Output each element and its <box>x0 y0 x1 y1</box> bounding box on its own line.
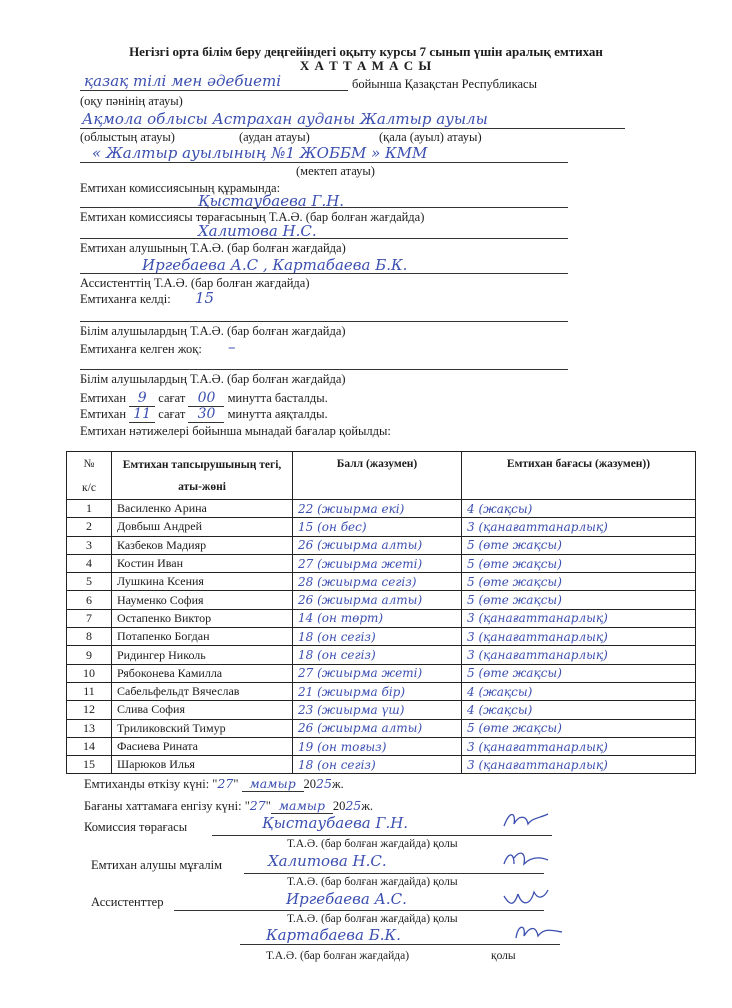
table-row <box>67 554 696 572</box>
examiner-teacher-line <box>244 873 544 874</box>
region-caption: (облыстың атауы) <box>80 130 175 144</box>
results-header-row <box>67 452 696 500</box>
exam-start-minute: 00 <box>188 390 224 407</box>
assistant2-signature-name: Картабаева Б.К. <box>266 926 401 944</box>
grade-cell: 4 (жақсы) <box>462 701 696 719</box>
score-cell: 19 (он тоғыз) <box>293 737 462 755</box>
table-row <box>67 682 696 700</box>
score-cell: 18 (он сегіз) <box>293 646 462 664</box>
student-name: Триликовский Тимур <box>112 719 293 737</box>
grade-cell: 5 (өте жақсы) <box>462 719 696 737</box>
student-name: Лушкина Ксения <box>112 573 293 591</box>
location-line <box>80 128 625 129</box>
examiner-teacher-label: Емтихан алушы мұғалім <box>91 858 223 872</box>
exam-date-suffix: ж. <box>331 777 344 791</box>
table-row <box>67 701 696 719</box>
entry-date-quote: " <box>265 799 271 813</box>
grade-cell: 5 (өте жақсы) <box>462 573 696 591</box>
score-cell: 23 (жиырма үш) <box>293 701 462 719</box>
chair-signature-name: Қыстаубаева Г.Н. <box>262 814 409 832</box>
entry-date-suffix: ж. <box>361 799 373 813</box>
exam-end-row <box>80 406 328 423</box>
table-row <box>67 609 696 627</box>
row-number: 4 <box>67 554 112 572</box>
district-caption: (аудан атауы) <box>239 130 310 144</box>
grade-cell: 3 (қанағаттанарлық) <box>462 609 696 627</box>
student-name: Слива София <box>112 701 293 719</box>
attended-value: 15 <box>195 289 215 307</box>
commission-composition-label: Емтихан комиссиясының құрамында: <box>80 181 281 195</box>
results-table <box>66 451 696 774</box>
score-cell: 26 (жиырма алты) <box>293 536 462 554</box>
commission-chair-caption: Емтихан комиссиясы төрағасының Т.А.Ә. (бар болған жағдайда) <box>80 210 425 224</box>
score-cell: 28 (жиырма сегіз) <box>293 573 462 591</box>
row-number: 15 <box>67 756 112 774</box>
score-cell: 14 (он төрт) <box>293 609 462 627</box>
student-name: Довбыш Андрей <box>112 518 293 536</box>
student-name: Фасиева Рината <box>112 737 293 755</box>
examiner-caption: Емтихан алушының Т.А.Ә. (бар болған жағдайда) <box>80 241 346 255</box>
student-name: Казбеков Мадияр <box>112 536 293 554</box>
grade-cell: 3 (қанағаттанарлық) <box>462 628 696 646</box>
protocol-title-line2: Х А Т Т А М А С Ы <box>299 58 433 73</box>
absent-line <box>80 369 568 370</box>
school-caption: (мектеп атауы) <box>296 164 375 178</box>
row-number: 2 <box>67 518 112 536</box>
score-cell: 26 (жиырма алты) <box>293 591 462 609</box>
score-cell: 27 (жиырма жеті) <box>293 664 462 682</box>
grade-cell: 5 (өте жақсы) <box>462 536 696 554</box>
grade-cell: 3 (қанағаттанарлық) <box>462 737 696 755</box>
entry-date-month: мамыр <box>271 798 333 814</box>
exam-end-minute: 30 <box>188 406 224 423</box>
table-row <box>67 536 696 554</box>
header-student-name-bottom: аты-жөні <box>178 480 226 493</box>
results-body <box>67 500 696 774</box>
subject-suffix: бойынша Қазақстан Республикасы <box>352 77 537 91</box>
exam-start-hour-word: сағат <box>158 391 186 405</box>
entry-date-day: 27 <box>249 798 266 813</box>
table-row <box>67 664 696 682</box>
student-name: Ридингер Николь <box>112 646 293 664</box>
student-name: Науменко София <box>112 591 293 609</box>
assistant1-signature-mark <box>500 886 552 910</box>
student-name: Остапенко Виктор <box>112 609 293 627</box>
assistants-value: Иргебаева А.С , Картабаева Б.К. <box>142 256 408 274</box>
location-value: Ақмола облысы Астрахан ауданы Жалтыр ауылы <box>82 110 488 128</box>
entry-date-year-prefix: 20 <box>332 799 346 813</box>
assistants-caption: Ассистенттің Т.А.Ә. (бар болған жағдайда) <box>80 276 310 290</box>
score-cell: 18 (он сегіз) <box>293 628 462 646</box>
score-cell: 15 (он бес) <box>293 518 462 536</box>
row-number: 3 <box>67 536 112 554</box>
student-name: Сабельфельдт Вячеслав <box>112 682 293 700</box>
table-row <box>67 518 696 536</box>
grade-cell: 4 (жақсы) <box>462 682 696 700</box>
examiner-line <box>80 238 568 239</box>
header-number-bottom: к/с <box>82 481 96 494</box>
table-row <box>67 591 696 609</box>
commission-chair-value: Қыстаубаева Г.Н. <box>198 192 345 210</box>
exam-date-row <box>84 776 344 792</box>
grade-cell: 5 (өте жақсы) <box>462 664 696 682</box>
table-row <box>67 500 696 518</box>
score-cell: 21 (жиырма бір) <box>293 682 462 700</box>
student-name: Рябоконева Камилла <box>112 664 293 682</box>
protocol-title-line1: Негізгі орта білім беру деңгейіндегі оқыту курсы 7 сынып үшін аралық емтихан <box>129 44 603 59</box>
chair-signature-mark <box>500 808 552 832</box>
row-number: 6 <box>67 591 112 609</box>
table-row <box>67 719 696 737</box>
exam-start-prefix: Емтихан <box>80 391 127 405</box>
score-cell: 26 (жиырма алты) <box>293 719 462 737</box>
attended-label: Емтиханға келді: <box>80 292 171 306</box>
table-row <box>67 646 696 664</box>
score-cell: 22 (жиырма екі) <box>293 500 462 518</box>
subject-caption: (оқу пәнінің атауы) <box>80 94 183 108</box>
chair-line <box>212 835 552 836</box>
header-number-top: № <box>83 457 95 470</box>
assistants-footer-label: Ассистенттер <box>91 895 164 909</box>
subject-value: қазақ тілі мен әдебиеті <box>84 72 282 90</box>
school-value: « Жалтыр ауылының №1 ЖОББМ » КММ <box>92 144 428 162</box>
chair-label: Комиссия төрағасы <box>84 820 188 834</box>
exam-start-hour: 9 <box>129 390 155 407</box>
assistant1-caption: Т.А.Ә. (бар болған жағдайда) қолы <box>287 913 458 925</box>
header-grade: Емтихан бағасы (жазумен)) <box>462 452 696 500</box>
header-student-name <box>112 452 293 500</box>
assistant1-line <box>174 910 544 911</box>
absent-value: – <box>228 338 236 356</box>
table-row <box>67 737 696 755</box>
exam-date-day: 27 <box>217 776 234 791</box>
assistants-line <box>80 273 568 274</box>
table-row <box>67 628 696 646</box>
score-cell: 27 (жиырма жеті) <box>293 554 462 572</box>
grade-cell: 3 (қанағаттанарлық) <box>462 756 696 774</box>
grade-cell: 5 (өте жақсы) <box>462 591 696 609</box>
row-number: 11 <box>67 682 112 700</box>
assistant2-line <box>240 944 560 945</box>
results-intro: Емтихан нәтижелері бойынша мынадай бағалар қойылды: <box>80 424 391 438</box>
examiner-signature-mark <box>500 848 552 872</box>
entry-date-label: Бағаны хаттамаға енгізу күні: " <box>84 799 250 813</box>
assistant2-caption: Т.А.Ә. (бар болған жағдайда) <box>266 950 410 962</box>
row-number: 13 <box>67 719 112 737</box>
entry-date-year: 25 <box>345 798 362 813</box>
table-row <box>67 573 696 591</box>
row-number: 10 <box>67 664 112 682</box>
assistant2-signature-caption: қолы <box>491 950 516 962</box>
header-number <box>67 452 112 500</box>
chair-caption: Т.А.Ә. (бар болған жағдайда) қолы <box>287 838 458 850</box>
row-number: 8 <box>67 628 112 646</box>
student-name: Шарюков Илья <box>112 756 293 774</box>
student-name: Василенко Арина <box>112 500 293 518</box>
absent-label: Емтиханға келген жоқ: <box>80 342 202 356</box>
row-number: 5 <box>67 573 112 591</box>
examiner-signature-name: Халитова Н.С. <box>268 852 387 870</box>
grade-cell: 4 (жақсы) <box>462 500 696 518</box>
city-caption: (қала (ауыл) атауы) <box>379 130 482 144</box>
header-score: Балл (жазумен) <box>293 452 462 500</box>
grade-cell: 5 (өте жақсы) <box>462 554 696 572</box>
exam-end-hour: 11 <box>129 406 155 423</box>
exam-date-month: мамыр <box>242 776 304 792</box>
student-name: Костин Иван <box>112 554 293 572</box>
grade-cell: 3 (қанағаттанарлық) <box>462 518 696 536</box>
row-number: 1 <box>67 500 112 518</box>
subject-line <box>80 90 348 91</box>
exam-end-prefix: Емтихан <box>80 407 127 421</box>
examiner-value: Халитова Н.С. <box>198 222 317 240</box>
absent-caption: Білім алушылардың Т.А.Ә. (бар болған жағдайда) <box>80 372 346 386</box>
score-cell: 18 (он сегіз) <box>293 756 462 774</box>
commission-chair-line <box>80 207 568 208</box>
row-number: 7 <box>67 609 112 627</box>
attended-caption: Білім алушылардың Т.А.Ә. (бар болған жағдайда) <box>80 324 346 338</box>
exam-date-year: 25 <box>316 776 332 791</box>
row-number: 9 <box>67 646 112 664</box>
assistant2-signature-mark <box>512 920 564 944</box>
exam-date-quote: " <box>233 777 239 791</box>
school-line <box>80 162 568 163</box>
assistant1-signature-name: Иргебаева А.С. <box>286 890 407 908</box>
exam-date-label: Емтиханды өткізу күні: " <box>84 777 218 791</box>
row-number: 14 <box>67 737 112 755</box>
header-student-name-top: Емтихан тапсырушының тегі, <box>122 458 282 471</box>
attended-line <box>80 321 568 322</box>
examiner-teacher-caption: Т.А.Ә. (бар болған жағдайда) қолы <box>287 876 458 888</box>
exam-end-suffix: минутта аяқталды. <box>227 407 328 421</box>
entry-date-row <box>84 798 373 814</box>
row-number: 12 <box>67 701 112 719</box>
table-row <box>67 756 696 774</box>
grade-cell: 3 (қанағаттанарлық) <box>462 646 696 664</box>
exam-date-year-prefix: 20 <box>303 777 317 791</box>
student-name: Потапенко Богдан <box>112 628 293 646</box>
exam-start-suffix: минутта басталды. <box>227 391 328 405</box>
exam-start-row <box>80 390 328 407</box>
exam-end-hour-word: сағат <box>158 407 186 421</box>
